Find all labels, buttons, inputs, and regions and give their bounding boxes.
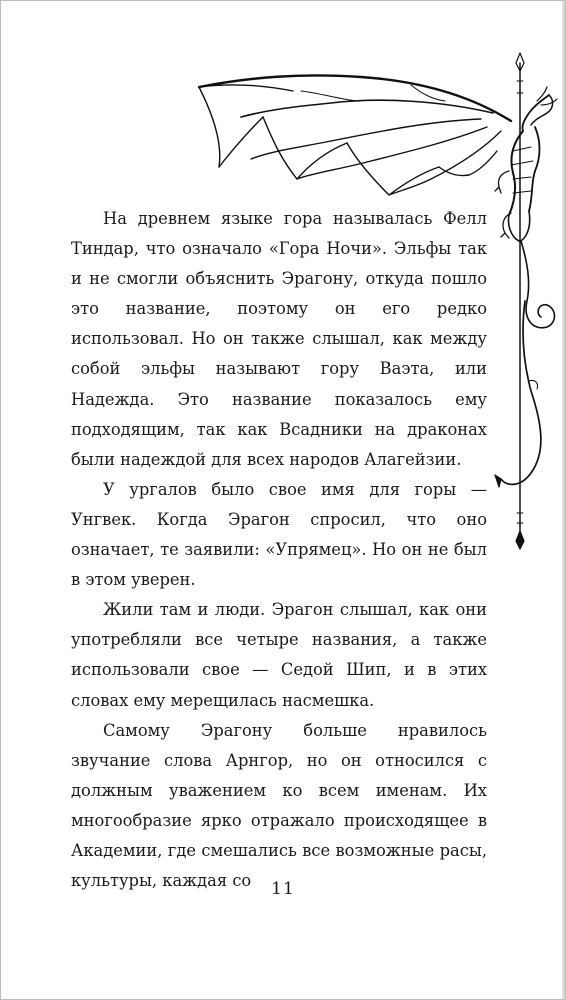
paragraph-4: Самому Эрагону больше нравилось звучание слова Арнгор, но он относился с должным уважением ко всем именам. Их многообразие ярко отражало происходящее в Академии, где смешались все возможные расы, культуры, каждая со [71,720,487,891]
paragraph-2: У ургалов было свое имя для горы — Унгвек. Когда Эрагон спросил, что оно означает, те заявили: «Упрямец». Но он не был в этом уверен. [71,479,487,590]
paragraph-3: Жили там и люди. Эрагон слышал, как они употребляли все четыре названия, а также использовали свое — Седой Шип, и в этих словах ему мерещилась насмешка. [71,600,487,710]
body-text [71,204,487,896]
page-number: 11 [271,879,295,899]
paragraph-1: На древнем языке гора называлась Фелл Тиндар, что означало «Гора Ночи». Эльфы так и не смогли объяснить Эрагону, откуда пошло это название, поэтому он его редко использовал. Но он также слышал, как между собой эльфы называют гору Ваэта, или Надежда. Это название показалось ему подходящим, так как Всадники на драконах были надеждой для всех народов Алагейзии. [71,209,487,469]
